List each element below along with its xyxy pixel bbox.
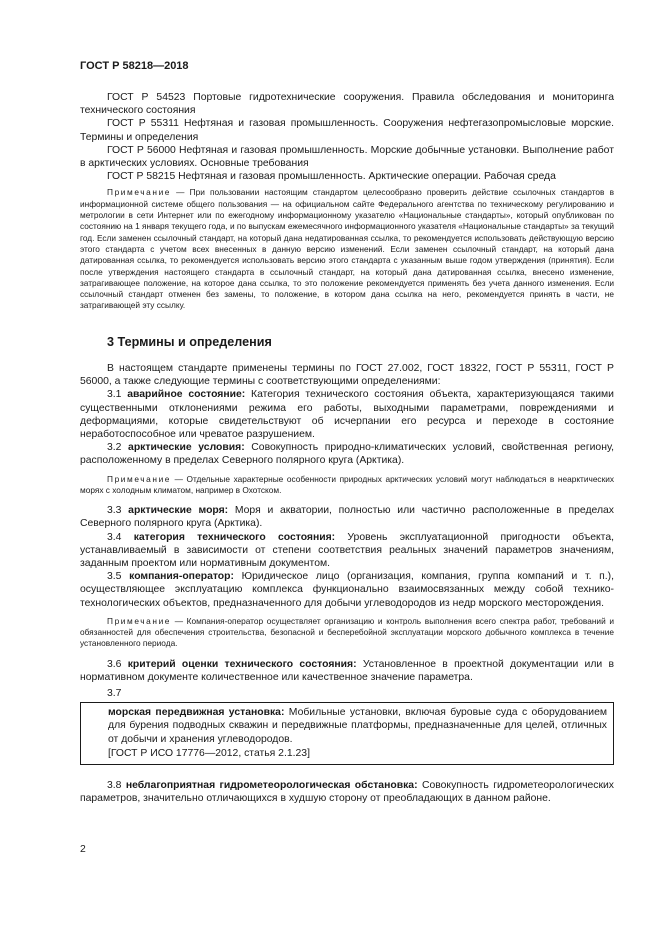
term-title: критерий оценки технического состояния: [127, 658, 357, 670]
note-text: — Отдельные характерные особенности природных арктических условий могут наблюдаться в неарктических морях с холодным климатом, например в Охотском. [80, 473, 614, 495]
term-3-8: 3.8 неблагоприятная гидрометеорологическая обстановка: Совокупность гидрометеорологических параметров, значительно отличающихся в худшую сторону от преобладающих в данном районе. [80, 780, 614, 805]
ref-item: ГОСТ Р 56000 Нефтяная и газовая промышленность. Морские добычные установки. Выполнение работ в арктических условиях. Основные требования [80, 144, 614, 170]
term-title: компания-оператор: [129, 571, 234, 583]
note-label: Примечание [107, 615, 172, 626]
term-title: неблагоприятная гидрометеорологическая обстановка: [125, 780, 418, 792]
term-title: аварийное состояние: [127, 389, 246, 401]
term-3-3: 3.3 арктические моря: Моря и акватории, полностью или частично расположенные в пределах Северного полярного круга (Арктика). [80, 505, 614, 530]
section-heading: 3 Термины и определения [107, 334, 272, 349]
term-title: категория технического состояния: [133, 531, 336, 543]
quoted-term-box [80, 702, 614, 765]
page-number: 2 [80, 844, 86, 855]
note-label: Примечание [107, 187, 172, 198]
term-3-1: 3.1 аварийное состояние: Категория технического состояния объекта, характеризующаяся такими существенными отклонениями режима его работы, выходными параметрами, повреждениями и деформациями, которые свидетельствуют об исчерпании его ресурса и переходе в состояние неработоспособное или чреватое разрушением. [80, 389, 614, 440]
term-definition: Установленное в проектной документации или в нормативном документе количественное или качественное значение параметра. [80, 658, 614, 683]
page-body [80, 91, 614, 805]
document-header: ГОСТ Р 58218—2018 [80, 60, 189, 72]
term-definition: Совокупность природно-климатических условий, свойственная региону, расположенному в пределах Северного полярного круга (Арктика). [80, 442, 614, 467]
term-definition: Уровень эксплуатационной пригодности объекта, устанавливаемый в зависимости от степени соответствия реальных значений параметров значениям, заданным проектом или нормативным документом. [80, 531, 614, 569]
ref-item: ГОСТ Р 54523 Портовые гидротехнические сооружения. Правила обследования и мониторинга технического состояния [80, 92, 614, 117]
ref-item: ГОСТ Р 55311 Нефтяная и газовая промышленность. Сооружения нефтегазопромысловые морские. Термины и определения [80, 118, 614, 143]
section-intro: В настоящем стандарте применены термины по ГОСТ 27.002, ГОСТ 18322, ГОСТ Р 55311, ГОСТ Р 56000, а также следующие термины с соответствующими определениями: [80, 362, 614, 388]
term-definition: Юридическое лицо (организация, компания, группа компаний и т. п.), осуществляющее эксплуатацию комплекса функционально взаимосвязанных между собой технико-технологических объектов, предназначенного для добычи углеводородов из недр морского месторождения. [80, 571, 614, 609]
term-3-7 [108, 706, 607, 746]
term-title: арктические моря: [128, 505, 229, 517]
note-operator [80, 616, 614, 650]
term-3-7-number: 3.7 [107, 688, 122, 700]
note-label: Примечание [107, 473, 172, 484]
term-definition: Совокупность гидрометеорологических параметров, значительно отличающихся в худшую сторону от преобладающих в данном районе. [80, 780, 614, 805]
term-3-2: 3.2 арктические условия: Совокупность природно-климатических условий, свойственная региону, расположенному в пределах Северного полярного круга (Арктика). [80, 442, 614, 467]
note-references [80, 187, 614, 311]
note-text: — При пользовании настоящим стандартом целесообразно проверить действие ссылочных стандартов в информационной системе общего пользования — на официальном сайте Федерального агентства по техническому регулированию и метрологии в сети Интернет или по ежегодному информационному указателю «Национальные стандарты», который опубликован по состоянию на 1 января текущего года, и по выпускам ежемесячного информационного указателя «Национальные стандарты» за текущий год. Если заменен ссылочный стандарт, на который дана недатированная ссылка, то рекомендуется использовать действующую версию этого стандарта с учетом всех внесенных в данную версию изменений. Если заменен ссылочный стандарт, на который дана датированная ссылка, то рекомендуется использовать версию этого стандарта с указанным выше годом утверждения (принятия). Если после утверждения настоящего стандарта в ссылочный стандарт, на который дана датированная ссылка, внесено изменение, затрагивающее положение, на которое дана ссылка, то это положение рекомендуется применять без учета данного изменения. Если ссылочный стандарт отменен без замены, то положение, в котором дана ссылка на него, рекомендуется принять в части, не затрагивающей эту ссылку. [80, 187, 614, 311]
note-arctic [80, 474, 614, 497]
term-3-6: 3.6 критерий оценки технического состояния: Установленное в проектной документации или в нормативном документе количественное или качественное значение параметра. [80, 658, 614, 683]
term-definition: Мобильные установки, включая буровые суда с оборудованием для бурения подводных скважин и передвижные платформы, предназначенные для целей, отличных от добычи и хранения углеводородов. [108, 707, 607, 745]
ref-item: ГОСТ Р 58215 Нефтяная и газовая промышленность. Арктические операции. Рабочая среда [107, 171, 556, 183]
note-text: — Компания-оператор осуществляет организацию и контроль выполнения всего спектра работ, требований и обязанностей для обеспечения строительства, безопасной и бесперебойной эксплуатации морского добычного комплекса в течение установленного периода. [80, 615, 614, 649]
term-definition: Моря и акватории, полностью или частично расположенные в пределах Северного полярного круга (Арктика). [80, 505, 614, 530]
term-source: [ГОСТ Р ИСО 17776—2012, статья 2.1.23] [108, 747, 310, 759]
term-definition: Категория технического состояния объекта, характеризующаяся такими существенными отклонениями режима его работы, выходными параметрами, повреждениями и деформациями, которые свидетельствуют об исчерпании его ресурса и переходе в состояние неработоспособное или чреватое разрушением. [80, 389, 614, 440]
term-title: морская передвижная установка: [108, 707, 285, 719]
term-3-5: 3.5 компания-оператор: Юридическое лицо (организация, компания, группа компаний и т. п.), осуществляющее эксплуатацию комплекса функционально взаимосвязанных между собой технико-технологических объектов, предназначенного для добычи углеводородов из недр морского месторождения. [80, 571, 614, 609]
term-3-4: 3.4 категория технического состояния: Уровень эксплуатационной пригодности объекта, устанавливаемый в зависимости от степени соответствия реальных значений параметров значениям, заданным проектом или нормативным документом. [80, 531, 614, 569]
term-title: арктические условия: [128, 442, 245, 454]
